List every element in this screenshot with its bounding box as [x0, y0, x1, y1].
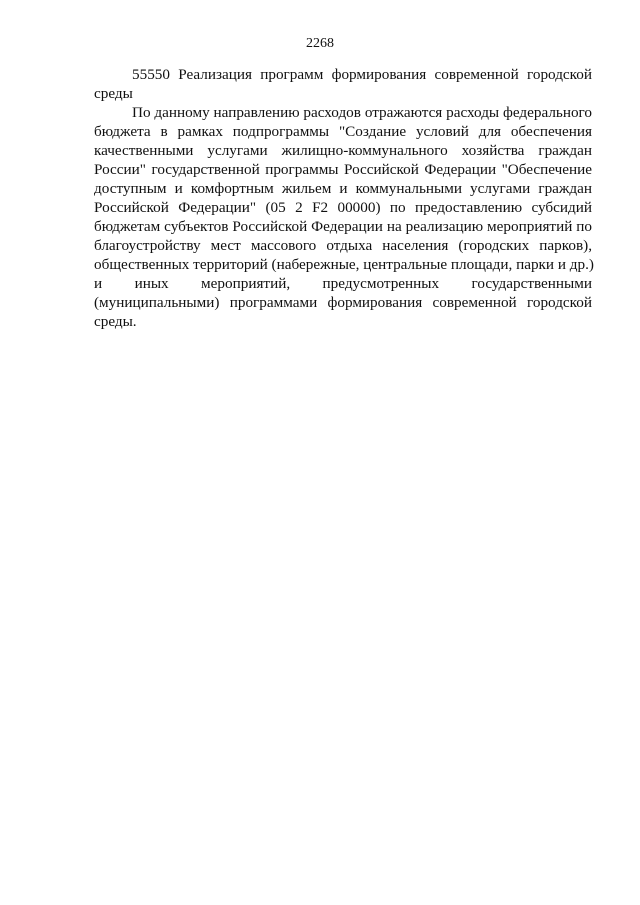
body-line: качественными услугами жилищно-коммунального хозяйства граждан	[94, 142, 592, 159]
page-number: 2268	[306, 36, 334, 51]
body-line: Российской Федерации" (05 2 F2 00000) по предоставлению субсидий	[94, 199, 592, 216]
body-line: доступным и комфортным жильем и коммунальными услугами граждан	[94, 180, 592, 197]
body-line: и иных мероприятий, предусмотренных государственными	[94, 275, 592, 292]
body-line: России" государственной программы Российской Федерации "Обеспечение	[94, 161, 592, 178]
heading-line: 55550 Реализация программ формирования современной городской	[132, 66, 592, 83]
body-line: бюджета в рамках подпрограммы "Создание условий для обеспечения	[94, 123, 592, 140]
body-line: (муниципальными) программами формирования современной городской	[94, 294, 592, 311]
heading-line: среды	[94, 85, 133, 102]
body-line: общественных территорий (набережные, центральные площади, парки и др.)	[94, 256, 594, 273]
body-line: благоустройству мест массового отдыха населения (городских парков),	[94, 237, 592, 254]
body-line: По данному направлению расходов отражаются расходы федерального	[132, 104, 592, 121]
body-line: среды.	[94, 313, 137, 330]
body-line: бюджетам субъектов Российской Федерации на реализацию мероприятий по	[94, 218, 592, 235]
